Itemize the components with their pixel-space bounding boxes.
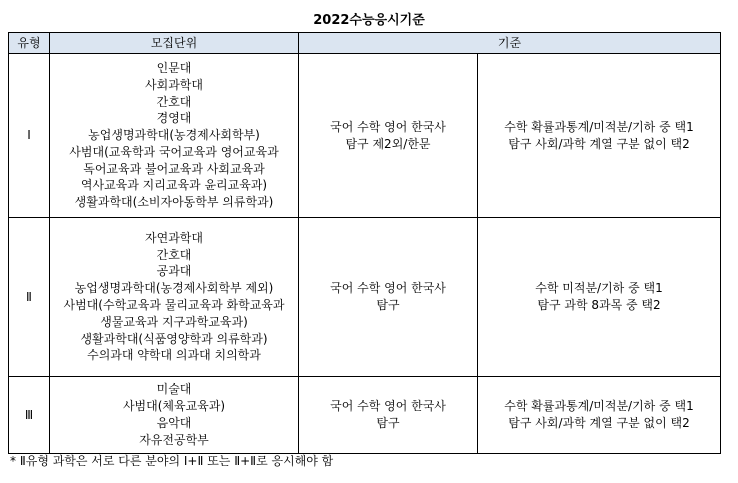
subjects-line: 수학 확률과통계/미적분/기하 중 택1	[504, 399, 694, 414]
unit-item: 간호대	[156, 247, 192, 262]
type-cell: Ⅰ	[9, 54, 50, 218]
basis-cell	[299, 54, 478, 218]
unit-item: 간호대	[156, 94, 192, 109]
basis-line: 국어 수학 영어 한국사	[330, 399, 446, 414]
unit-item: 자연과학대	[145, 230, 203, 245]
header-type: 유형	[9, 33, 50, 54]
unit-item: 생물교육과 지구과학교육과)	[100, 314, 248, 329]
unit-cell	[50, 54, 299, 218]
subjects-cell	[478, 218, 721, 377]
basis-line: 탐구 제2외/한문	[345, 136, 431, 151]
basis-cell	[299, 218, 478, 377]
subjects-line: 수학 미적분/기하 중 택1	[535, 281, 663, 296]
basis-line: 탐구	[376, 416, 400, 430]
subjects-line: 수학 확률과통계/미적분/기하 중 택1	[504, 119, 694, 134]
basis-line: 탐구	[376, 298, 400, 312]
unit-item: 경영대	[156, 111, 192, 126]
subjects-line: 탐구 사회/과학 계열 구분 없이 택2	[508, 416, 690, 430]
unit-item: 사범대(수학교육과 물리교육과 화학교육과	[63, 298, 285, 312]
unit-item: 사회과학대	[145, 77, 203, 92]
unit-item: 자유전공학부	[139, 432, 209, 447]
unit-item: 독어교육과 불어교육과 사회교육과	[83, 161, 265, 176]
unit-item: 사범대(교육학과 국어교육과 영어교육과	[69, 144, 279, 159]
table-row	[9, 54, 721, 218]
unit-item: 사범대(체육교육과)	[122, 399, 226, 414]
unit-item: 농업생명과학대(농경제사회학부)	[88, 128, 260, 143]
footnote: * Ⅱ유형 과학은 서로 다른 분야의 Ⅰ+Ⅱ 또는 Ⅱ+Ⅱ로 응시해야 함	[10, 454, 334, 468]
page-title: 2022수능응시기준	[313, 13, 425, 28]
unit-item: 농업생명과학대(농경제사회학부 제외)	[74, 281, 274, 296]
unit-item: 역사교육과 지리교육과 윤리교육과)	[80, 178, 268, 193]
header-criteria: 기준	[299, 33, 721, 54]
table-row	[9, 377, 721, 454]
basis-line: 국어 수학 영어 한국사	[330, 281, 446, 296]
basis-cell	[299, 377, 478, 454]
unit-cell	[50, 377, 299, 454]
unit-item: 생활과학대(소비자아동학부 의류학과)	[74, 195, 274, 210]
subjects-cell	[478, 54, 721, 218]
admission-criteria-table	[8, 32, 721, 454]
basis-line: 국어 수학 영어 한국사	[330, 119, 446, 134]
unit-item: 미술대	[156, 382, 192, 397]
type-cell: Ⅱ	[9, 218, 50, 377]
unit-item: 인문대	[156, 60, 192, 75]
unit-item: 공과대	[156, 264, 192, 279]
table-row	[9, 218, 721, 377]
header-unit: 모집단위	[50, 33, 299, 54]
unit-item: 수의과대 약학대 의과대 치의학과	[87, 348, 261, 363]
subjects-line: 탐구 과학 8과목 중 택2	[537, 298, 661, 312]
type-cell: Ⅲ	[9, 377, 50, 454]
table-header-row	[9, 33, 721, 54]
unit-item: 음악대	[156, 416, 192, 430]
unit-cell	[50, 218, 299, 377]
subjects-line: 탐구 사회/과학 계열 구분 없이 택2	[508, 136, 690, 151]
subjects-cell	[478, 377, 721, 454]
unit-item: 생활과학대(식품영양학과 의류학과)	[80, 331, 268, 346]
